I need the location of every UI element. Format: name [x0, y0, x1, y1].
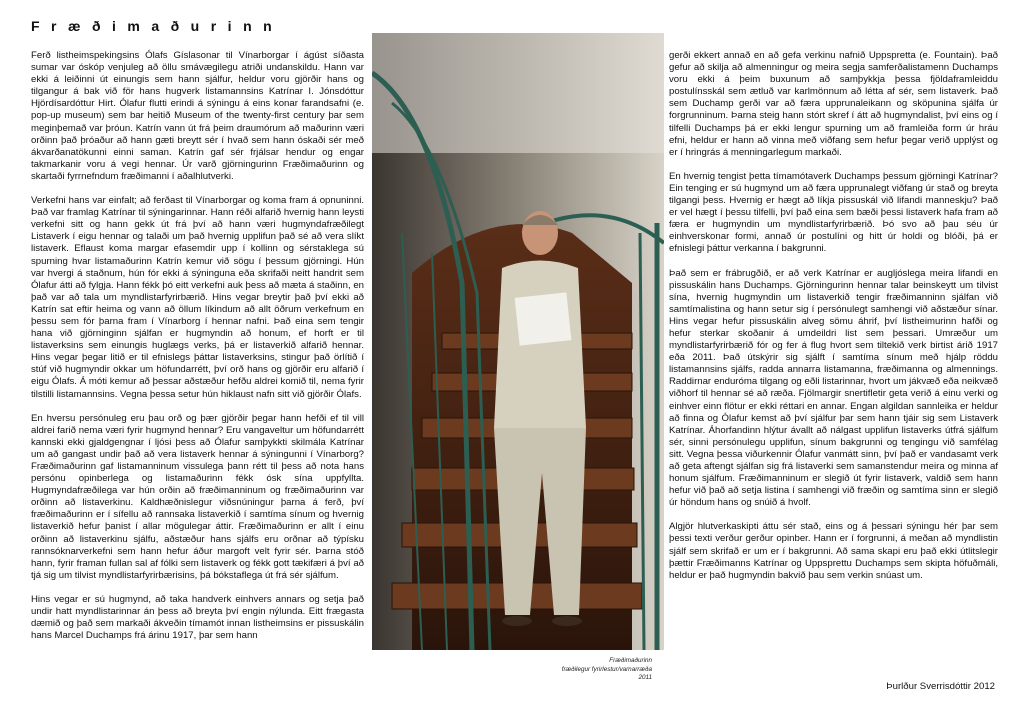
- performance-photo: [372, 33, 664, 650]
- paragraph: Hins vegar er sú hugmynd, að taka handverk einhvers annars og setja það undir hatt myndlistarinnar án þess að breyta því engin nýlunda. Eitt frægasta dæmið og það sem markaði ákveðin tímamót innan listheimsins er pissuskálin hans Marcel Duchamps frá árinu 1917, þar sem hann: [31, 593, 364, 642]
- paragraph: Ferð listheimspekingsins Ólafs Gíslasonar til Vínarborgar í ágúst síðasta sumar var óskóp venjuleg að öllu smávægilegu atriði undanskildu. Hann var ekki á leiðinni út einungis sem hann sjálfur, heldur voru gjörðir hans og tilgangur á bak við för hans hugverk listamannsins Katrínar I. Jónsdóttur Hjördísardóttur Hirt. Ólafur flutti erindi á sýningu á eins konar farandsafni (e. pop-up museum) sem bar heitið Museum of the twenty-first century þar sem meginþemað var þróun. Katrín vann út frá þeim draumórum að maðurinn væri orðinn það þróaður að hann gæti breytt sér í hvað sem hann óskaði sér með ákvarðanatökunni einni saman. Katrín gaf sér frjálsar hendur og engar takmarkanir voru á vegi hennar. Úr varð gjörningurinn Fræðimaðurinn og skartaði fyrrnefndum fræðimanni í aðalhlutverki.: [31, 50, 364, 182]
- paragraph: Það sem er frábrugðið, er að verk Katrínar er augljóslega meira lifandi en pissuskálin hans Duchamps. Gjörningurinn hennar talar beinskeytt um tilvist sína, hvernig hugmyndin um listaverkið tengir fræðimanninn sjálfan við samtímalistina og hann setur sig í persónulegt samhengi við aðstæður sínar. Hins vegar hefur pissuskálin alveg sömu áhrif, því listheimurinn hafði og hefur sterkar skoðanir á umdeildri list sem þessari. Umræður um myndlistarfyrirbærið fór og fer á flug hvort sem tiltekið verk birtist árið 1917 eða 2011. Það útskýrir sig sjálft í samtíma sínum með hjálp röddu listamannsins sjálfs, radda annarra listamanna, fræðimanna og almennings. Raddirnar enduróma tilgang og eðli listarinnar, hvort um jákvæð eða neikvæð viðhorf til hennar sé að ræða. Fjölmargir snertifletir geta verið á einu verki og einhver einn flötur er ekki réttari en annar. Engan algildan sannleika er heldur að finna og Ólafur kemst að því sjálfur þar sem hann tjáir sig sem Listaverk Katrínar. Áhorfandinn hlýtur ávallt að nálgast upplifun listaverks útfrá sjálfum sér, sinni persónulegu upplifun, sínum bakgrunni og tengingu við samfélag sitt. Vegna þessa viðurkennir Ólafur vanmátt sinn, því það er vandasamt verk að geta aftengt sjálfan sig frá listaverki sem samanstendur meira og minna af honum sjálfum. Fræðimanninum er slegið út fyrir listaverk, valdið sem hann hefur við það að setja listina í samhengi við fræðin og samtíma sinn er slegið úr höndum hans og snúið á hvolf.: [669, 267, 998, 509]
- left-column: [31, 50, 364, 654]
- paragraph: gerði ekkert annað en að gefa verkinu nafnið Uppspretta (e. Fountain). Það gefur að skilja að almenningur og meira segja samferðalistamenn Duchamps voru ekki á þeim buxunum að samþykkja þessa fjöldaframleiddu postulínsskál sem ætluð var karlmönnum að létta af sér, sem listaverk. Það sem Duchamp gerði var að færa upprunaleikann og sköpunina sjálfa úr forgrunninum. Þarna steig hann stórt skref í átt að hugmyndalist, því eins og í tilfelli Duchamps þá er ekki lengur spurning um að framleiða form úr hráu efni, heldur er hann að vinna með viðfang sem hefur þegar verið upplýst og er í hringrás á menningarlegum markaði.: [669, 50, 998, 158]
- page-title: Fræðimaðurinn: [31, 18, 284, 34]
- paragraph: En hversu persónuleg eru þau orð og þær gjörðir þegar hann hefði ef til vill aldrei farið nema væri fyrir hugmynd hennar? Eru vangaveltur um höfundarrétt kannski ekki gjaldgengnar í ljósi þess að Ólafur samþykkti skilmála Katrínar um að gangast undir það að vera listaverk hennar á sýningunni í Vínarborg? Fræðimaðurinn gaf listamanninum vissulega þann rétt til þess að nota hans persónu opinberlega og listamaðurinn fékk ósk sína uppfyllta. Hugmyndafræðilega var hún orðin að fræðimanninum og fræðimaðurinn var orðinn að listaverkinu. Kaldhæðnislegur viðsnúningur þarna á ferð, því fræðimaðurinn er í sífellu að rannsaka listaverkið í samtíma sínum og hvernig listaverkið hefur þanist í allar mögulegar áttir. Fræðimaðurinn er allt í einu orðinn að listaverkinu sjálfu, aðstæður hans sjálfs eru orðnar að týpísku rannsóknarverkefni sem hann hefur áður margoft velt fyrir sér. Þarna stóð hann, fyrir framan fullan sal af fólki sem listaverk og fékk gott tækifæri á því að tjá sig um tilvist myndlistarfyrirbærisins, þá bókstaflega út frá sér sjálfum.: [31, 412, 364, 581]
- paragraph: Algjör hlutverkaskipti áttu sér stað, eins og á þessari sýningu hér þar sem þessi texti verður gerður opinber. Hann er í forgrunni, á meðan að myndlistin sjálf sem skrifað er um er í bakgrunni. Að sama skapi eru það ekki útlitslegir þættir Fræðimanns Katrínar og Uppsprettu Duchamps sem skipta höfuðmáli, heldur er það hugmyndin bakvið þau sem verkin snúast um.: [669, 521, 998, 581]
- right-column: [669, 50, 998, 594]
- caption-title: Fræðimaðurinn: [609, 657, 652, 664]
- photo-caption: [520, 657, 652, 683]
- caption-year: 2011: [638, 674, 652, 681]
- author-signature: Þurlður Sverrisdóttir 2012: [886, 681, 995, 692]
- paragraph: Verkefni hans var einfalt; að ferðast til Vínarborgar og koma fram á opnuninni. Það var framlag Katrínar til sýningarinnar. Hann réði alfarið hvernig hann leysti verkefni sitt og hann gekk út frá því að hann væri hugmyndafræðilegt Listaverk í eigu hennar og talaði um það hvernig upplifun það sé að vera slíkt listaverk. Eflaust koma margar efasemdir upp í kollinn og sérstaklega sú spurning hvar listamaðurinn Katrín kemur við sögu í þessum gjörningi. Hún var hvergi á staðnum, hún fór ekki á sýninguna eða skrifaði neitt handrit sem Ólafur átti að fylgja. Hann fékk þó eitt verkefni auk þess að mæta á staðinn, en það var að tala um myndlistarfyrirbærið. Hins vegar breytir það því ekki að Katrín sat eftir heima og vann að öllum líkindum að allt öðrum verkefnum en þessu sem fór þarna fram í Vínarborg í hennar nafni. Það eina sem tengir hana við gjörninginn sjálfan er hugmyndin að honum, ef horft er til listaverksins sem einungis huglægs verks, þá er listaverkið alfarið hennar. Hins vegar þegar litið er til efnislegs þáttar listaverksins, stingur það örlítið í stúf við hugmyndir okkar um höfundarrétt, því orð hans og gjörðir eru alfarið í eigu Ólafs. Á móti kemur að þessar aðstæður hefðu aldrei komið til, nema fyrir tilstilli listamannsins. Vegna þessa setur hún hiklaust nafn sitt við gjörðir Ólafs.: [31, 195, 364, 400]
- paragraph: En hvernig tengist þetta tímamótaverk Duchamps þessum gjörningi Katrínar? Ein tenging er sú hugmynd um að færa upprunalegt viðfang úr stað og breyta tilgangi þess. Hvernig er hægt að líkja pissuskál við lifandi manneskju? Það er vel hægt í þessu tilfelli, því það eina sem bæði þessi listaverk hafa fram að færa er hugmyndin um myndlistarfyrirbærið. Þó svo að þau séu úr einhverskonar formi, annað úr postulíni og hitt úr holdi og blóði, þá er efnislegi þáttur verkanna í bakgrunni.: [669, 170, 998, 255]
- caption-subtitle: fræðilegur fyrirlestur/varnarræða: [561, 665, 652, 673]
